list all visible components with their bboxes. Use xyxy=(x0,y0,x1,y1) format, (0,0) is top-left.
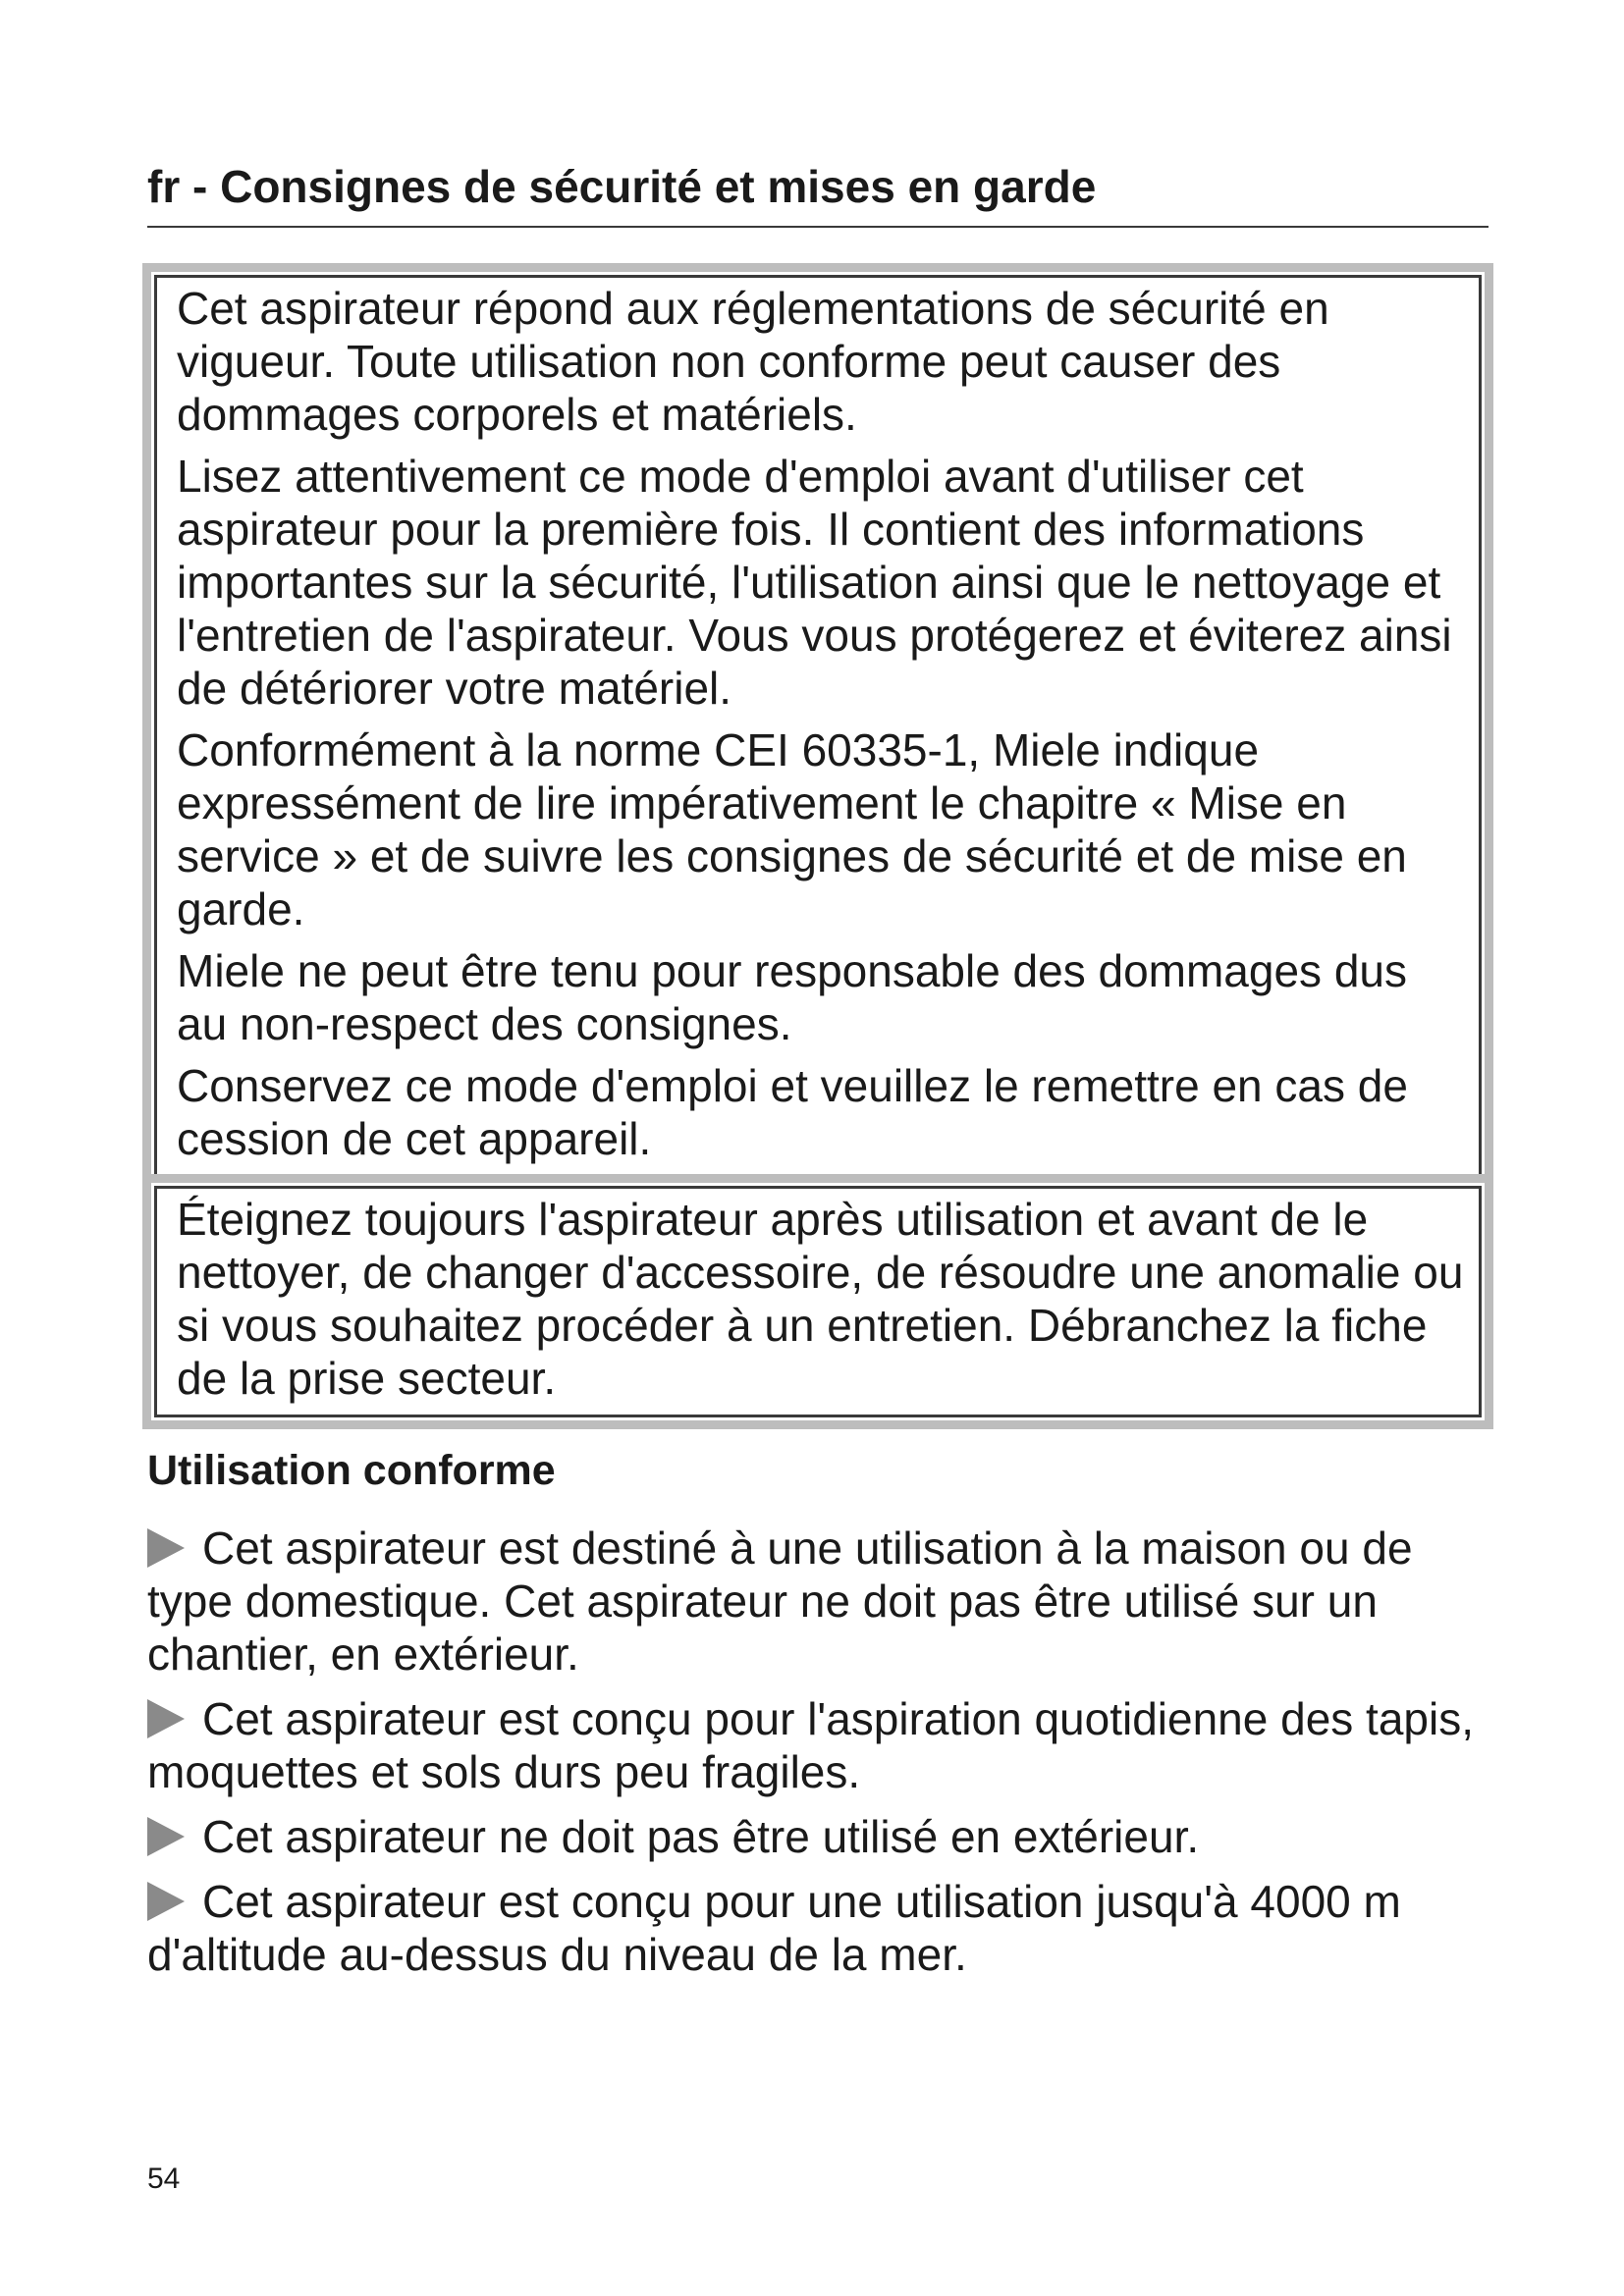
header-divider xyxy=(147,226,1489,228)
list-item-text: Cet aspirateur est conçu pour l'aspiration quotidienne des tapis, moquettes et sols durs peu fragiles. xyxy=(147,1693,1475,1797)
triangle-bullet-icon xyxy=(147,1528,185,1568)
page-header xyxy=(147,157,1489,228)
page-number: 54 xyxy=(147,2163,181,2195)
list-item-text: Cet aspirateur ne doit pas être utilisé en extérieur. xyxy=(202,1811,1200,1862)
intended-use-list xyxy=(147,1522,1492,1993)
triangle-bullet-icon xyxy=(147,1817,185,1856)
warning-paragraph: Éteignez toujours l'aspirateur après utilisation et avant de le nettoyer, de changer d'accessoire, de résoudre une anomalie ou si vous souhaitez procéder à un entretien. Débranchez la fiche de la prise secteur. xyxy=(177,1194,1464,1404)
notice-paragraph: Cet aspirateur répond aux réglementations de sécurité en vigueur. Toute utilisation non conforme peut causer des dommages corporels et matériels. xyxy=(177,283,1329,440)
section-title: Utilisation conforme xyxy=(147,1447,556,1494)
notice-paragraph: Miele ne peut être tenu pour responsable des dommages dus au non-respect des consignes. xyxy=(177,945,1408,1049)
notice-paragraph: Conformément à la norme CEI 60335-1, Miele indique expressément de lire impérativement le chapitre « Mise en service » et de suivre les consignes de sécurité et de mise en garde. xyxy=(177,724,1407,934)
triangle-bullet-icon xyxy=(147,1882,185,1921)
list-item xyxy=(147,1522,1492,1681)
notice-paragraph: Conservez ce mode d'emploi et veuillez le remettre en cas de cession de cet appareil. xyxy=(177,1060,1408,1164)
safety-notice-content xyxy=(154,275,1482,1178)
list-item xyxy=(147,1810,1492,1863)
notice-paragraph: Lisez attentivement ce mode d'emploi avant d'utiliser cet aspirateur pour la première fois. Il contient des informations importantes sur la sécurité, l'utilisation ainsi que le nettoyage et l'entretien de l'aspirateur. Vous vous protégerez et éviterez ainsi de détériorer votre matériel. xyxy=(177,451,1452,714)
list-item-text: Cet aspirateur est conçu pour une utilisation jusqu'à 4000 m d'altitude au-dessus du niveau de la mer. xyxy=(147,1876,1401,1980)
list-item-text: Cet aspirateur est destiné à une utilisation à la maison ou de type domestique. Cet aspirateur ne doit pas être utilisé sur un chantier, en extérieur. xyxy=(147,1522,1413,1680)
list-item xyxy=(147,1875,1492,1981)
safety-notice-box xyxy=(142,263,1493,1190)
power-off-warning-box xyxy=(142,1174,1493,1429)
list-item xyxy=(147,1692,1492,1798)
page-title: fr - Consignes de sécurité et mises en garde xyxy=(147,161,1097,212)
triangle-bullet-icon xyxy=(147,1699,185,1738)
power-off-warning-content xyxy=(154,1186,1482,1417)
